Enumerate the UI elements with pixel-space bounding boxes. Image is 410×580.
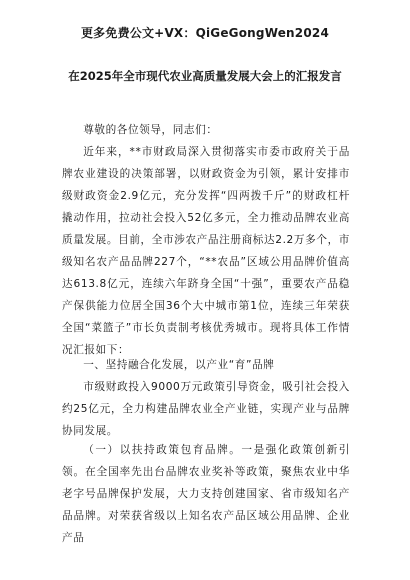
- section-1-paragraph: [62, 376, 350, 442]
- section-heading-1-text: 一、坚持融合化发展，以产业“育”品牌: [83, 359, 275, 371]
- intro-paragraph: [62, 141, 350, 361]
- section-1-paragraph-text: 市级财政投入9000万元政策引导资金，吸引社会投入约25亿元，全力构建品牌农业全产业链，实现产业与品牌协同发展。: [62, 381, 350, 437]
- subsection-1-paragraph: [62, 439, 350, 549]
- section-heading-1: [62, 354, 350, 376]
- subsection-1-paragraph-text: （一）以扶持政策包育品牌。一是强化政策创新引领。在全国率先出台品牌农业奖补等政策，聚焦农业中华老字号品牌保护发展，大力支持创建国家、省市级知名产品品牌。对荣获省级以上知名农产品区域公用品牌、企业产品: [62, 444, 350, 544]
- promo-header: 更多免费公文+VX：QiGeGongWen2024: [80, 26, 329, 40]
- intro-paragraph-text: 近年来，**市财政局深入贯彻落实市委市政府关于品牌农业建设的决策部署，以财政资金为引领，累计安排市级财政资金2.9亿元，充分发挥“四两拨千斤”的财政杠杆撬动作用，拉动社会投入52亿多元，全力推动品牌农业高质量发展。目前，全市涉农产品注册商标达2.2万多个，市级知名农产品品牌227个，“**农品”区域公用品牌价值高达613.8亿元，连续六年跻身全国“十强”，重要农产品稳产保供能力位居全国36个大中城市第1位，连续三年荣获全国“菜篮子”市长负责制考核优秀城市。现将具体工作情况汇报如下：: [62, 146, 350, 356]
- salutation: [62, 119, 350, 141]
- salutation-text: 尊敬的各位领导，同志们：: [83, 124, 218, 136]
- document-title: 在2025年全市现代农业高质量发展大会上的汇报发言: [68, 69, 342, 83]
